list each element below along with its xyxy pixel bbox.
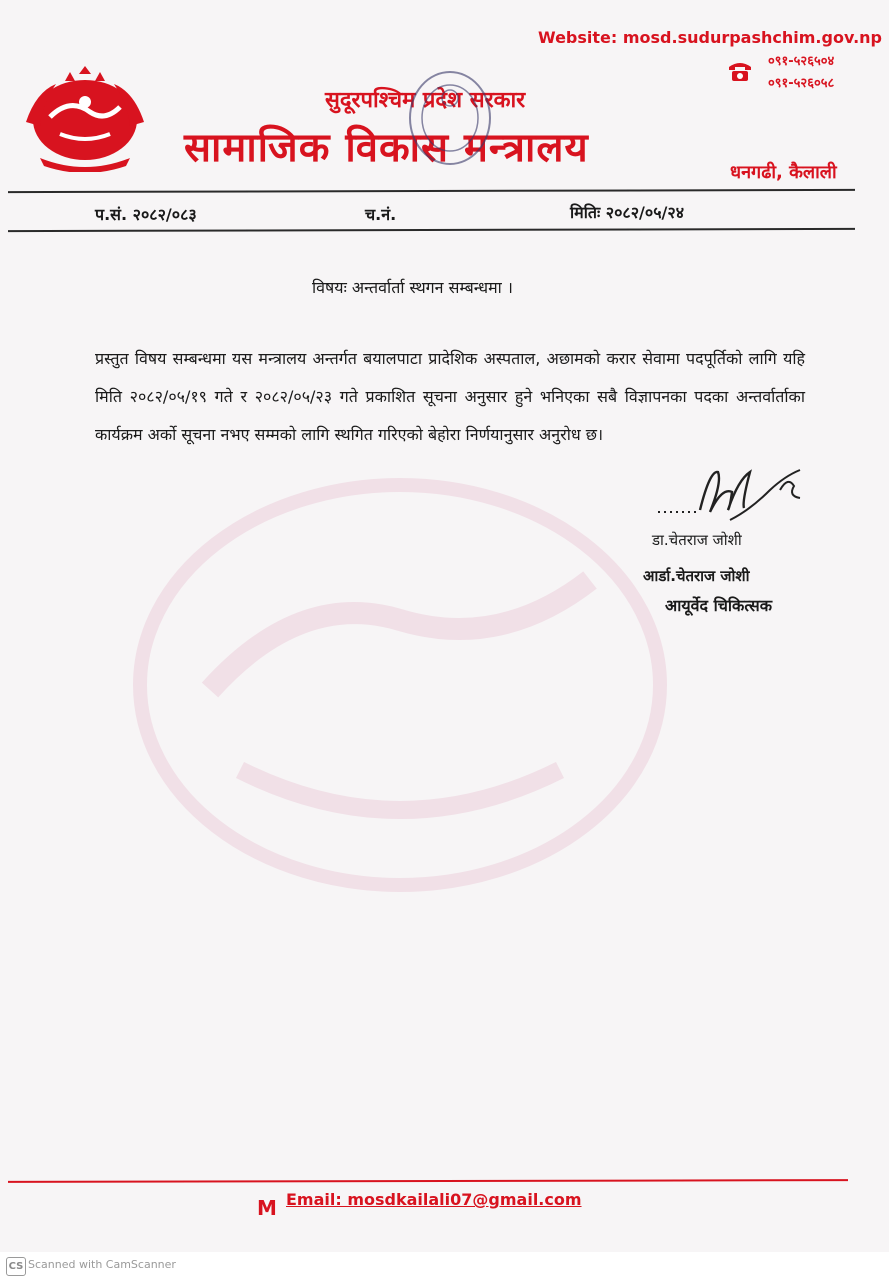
camscanner-logo-icon: CS	[6, 1257, 26, 1276]
letter-date: मितिः २०८२/०५/२४	[570, 203, 685, 222]
ministry-name: सामाजिक विकास मन्त्रालय	[184, 125, 589, 171]
phone-number-2: ०९१-५२६०५८	[768, 76, 835, 91]
header-divider-top	[8, 189, 855, 193]
letter-body: प्रस्तुत विषय सम्बन्धमा यस मन्त्रालय अन्तर्गत बयालपाटा प्रादेशिक अस्पताल, अछामको करार सेवामा पदपूर्तिको लागि यहि मिति २०८२/०५/१९ गते र २०८२/०५/२३ गते प्रकाशित सूचना अनुसार हुने भनिएका सबै विज्ञापनका पदका अन्तर्वार्ताका कार्यक्रम अर्को सूचना नभए सम्मको लागि स्थगित गरिएको बेहोरा निर्णयानुसार अनुरोध छ।	[95, 349, 805, 444]
watermark-emblem-icon	[120, 470, 680, 900]
nepal-emblem-icon	[20, 62, 150, 172]
footer-divider	[8, 1179, 848, 1183]
government-name: सुदूरपश्चिम प्रदेश सरकार	[325, 88, 526, 113]
email-link[interactable]: Email: mosdkailali07@gmail.com	[286, 1190, 582, 1209]
signatory-name: डा.चेतराज जोशी	[652, 531, 742, 549]
dispatch-number: च.नं.	[365, 205, 397, 224]
mail-icon: M	[257, 1196, 277, 1220]
signatory-title: आयूर्वेद चिकित्सक	[665, 596, 773, 615]
letter-subject: विषयः अन्तर्वार्ता स्थगन सम्बन्धमा ।	[312, 278, 513, 297]
office-location: धनगढी, कैलाली	[730, 162, 837, 183]
header-divider-bottom	[8, 228, 855, 232]
signatory-stamp-name: आर्डा.चेतराज जोशी	[643, 567, 750, 585]
website-text[interactable]: Website: mosd.sudurpashchim.gov.np	[538, 28, 882, 47]
phone-number-1: ०९१-५२६५०४	[768, 54, 835, 69]
office-seal-icon	[404, 68, 496, 186]
telephone-icon	[727, 60, 753, 82]
scanner-watermark-bar	[0, 1252, 889, 1280]
scanner-watermark-text: Scanned with CamScanner	[28, 1258, 176, 1271]
reference-number: प.सं. २०८२/०८३	[95, 205, 197, 224]
